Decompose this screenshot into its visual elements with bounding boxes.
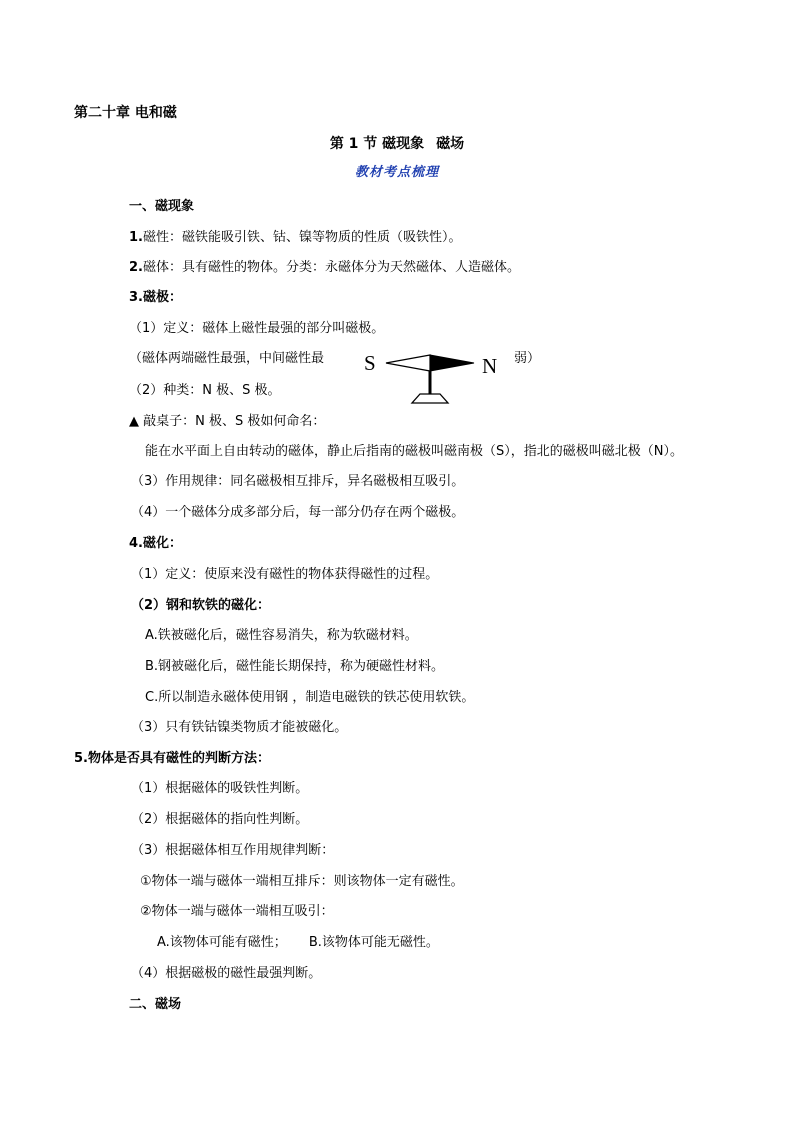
compass-s-label: S [364,351,376,375]
item-3-split: （4）一个磁体分成多部分后，每一部分仍存在两个磁极。 [131,505,465,520]
item-5-method-3-case-1: ①物体一端与磁体一端相互排斥：则该物体一定有磁性。 [140,874,464,889]
compass-needle-south-icon [386,355,430,371]
item-5-method-3-case-2: ②物体一端与磁体一端相互吸引： [140,904,334,919]
item-5-options [157,935,439,951]
section-title [0,136,794,152]
item-3-heading: 3.磁极： [129,290,182,305]
item-4-option-a: A.铁被磁化后，磁性容易消失，称为软磁材料。 [145,628,418,643]
item-4-steel-iron: （2）钢和软铁的磁化： [131,598,271,613]
item-5-option-b: B.该物体可能无磁性。 [308,935,439,950]
item-4-heading: 4.磁化： [129,536,182,551]
item-3-definition: （1）定义：磁体上磁性最强的部分叫磁极。 [129,321,385,336]
item-1 [129,230,462,246]
knock-note-text: 敲桌子：N 极、S 极如何命名： [143,414,326,429]
item-2 [129,260,520,276]
item-1-text: 磁性：磁铁能吸引铁、钴、镍等物质的性质（吸铁性）。 [142,230,462,245]
chapter-title: 第二十章 电和磁 [74,105,177,121]
item-3-rule: （3）作用规律：同名磁极相互排斥，异名磁极相互吸引。 [131,474,465,489]
compass-diagram [360,346,500,408]
item-5-heading: 5.物体是否具有磁性的判断方法： [74,751,270,766]
section-title-part2: 磁场 [436,136,465,152]
item-5-option-a: A.该物体可能有磁性； [157,935,287,950]
knock-note [129,414,325,430]
item-3-note-right: 弱） [514,351,541,366]
item-5-method-2: （2）根据磁体的指向性判断。 [131,812,309,827]
item-2-label: 2. [129,260,143,275]
compass-n-label: N [482,354,498,378]
item-5-method-4: （4）根据磁极的磁性最强判断。 [131,966,322,981]
item-3-note-left: （磁体两端磁性最强，中间磁性最 [129,351,325,366]
heading-magnetic-phenomena: 一、磁现象 [129,199,195,214]
section-title-part1: 第 1 节 磁现象 [329,136,425,152]
item-4-note: （3）只有铁钴镍类物质才能被磁化。 [131,720,348,735]
item-3-types: （2）种类：N 极、S 极。 [129,383,281,398]
item-4-option-b: B.钢被磁化后，磁性能长期保持，称为硬磁性材料。 [145,659,445,674]
item-2-text: 磁体：具有磁性的物体。分类：永磁体分为天然磁体、人造磁体。 [142,260,520,275]
triangle-icon: ▲ [129,414,139,429]
item-5-method-1: （1）根据磁体的吸铁性判断。 [131,781,309,796]
heading-magnetic-field: 二、磁场 [129,997,182,1012]
section-subtitle: 教材考点梳理 [354,165,439,180]
knock-note-body: 能在水平面上自由转动的磁体，静止后指南的磁极叫磁南极（S），指北的磁极叫磁北极（N）。 [145,444,683,459]
item-4-definition: （1）定义：使原来没有磁性的物体获得磁性的过程。 [131,567,439,582]
item-1-label: 1. [129,230,143,245]
item-4-option-c: C.所以制造永磁体使用钢 ，制造电磁铁的铁芯使用软铁。 [145,690,475,705]
item-5-method-3: （3）根据磁体相互作用规律判断： [131,843,335,858]
compass-needle-north-icon [430,355,474,371]
compass-base [412,394,448,403]
